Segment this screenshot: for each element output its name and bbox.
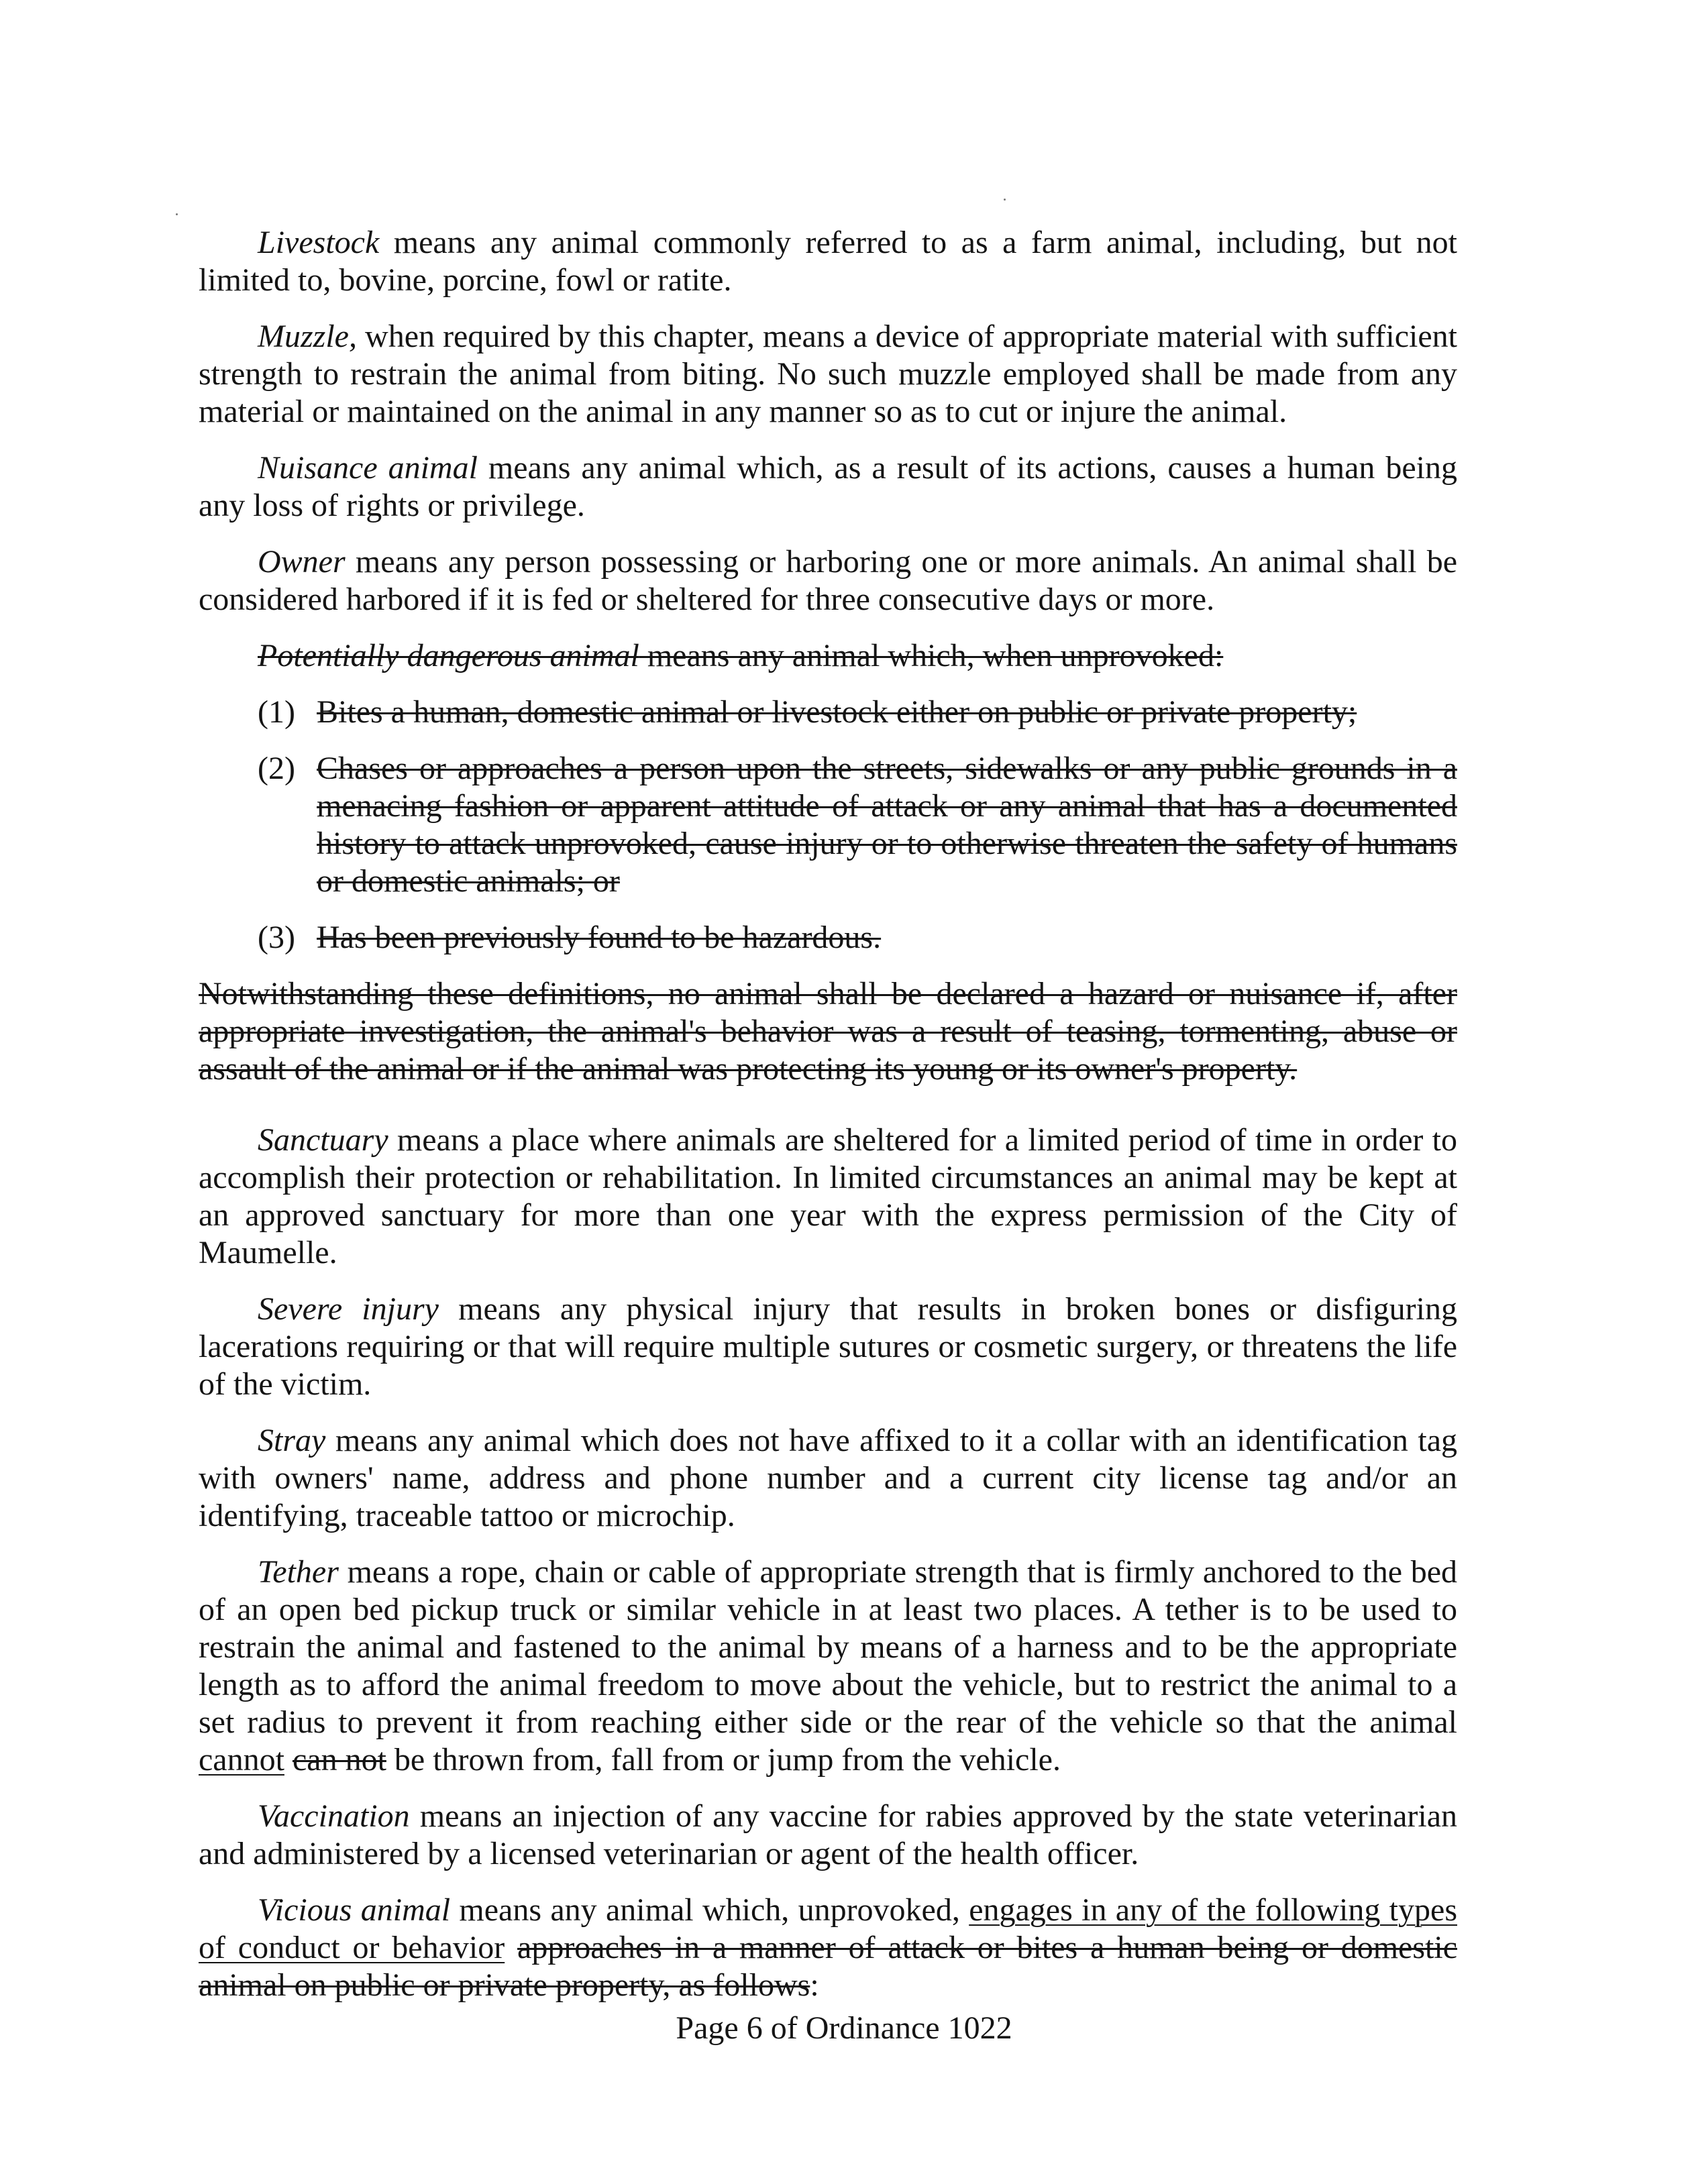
definition-term: Muzzle, [258, 319, 357, 354]
definition-term: Owner [258, 544, 346, 580]
definition-nuisance-animal [199, 449, 1457, 525]
list-number: (2) [258, 751, 295, 786]
definition-term: Livestock [258, 225, 380, 260]
list-number: (1) [258, 694, 295, 730]
list-text: Chases or approaches a person upon the streets, sidewalks or any public grounds in a menacing fashion or apparent attitude of attack or any animal that has a documented history to attack unprovoked, cause injury or to otherwise threaten the safety of humans or domestic animals; or [317, 751, 1457, 899]
definition-text: means a place where animals are sheltered for a limited period of time in order to accomplish their protection or rehabilitation. In limited circumstances an animal may be kept at an approved sanctuary for more than one year with the express permission of the City of Maumelle. [199, 1122, 1457, 1270]
definition-tether [199, 1553, 1457, 1779]
section-spacer [199, 1107, 1457, 1122]
deleted-text: approaches in a manner of attack or bites a human being or domestic animal on public or private property, as follows [199, 1930, 1458, 2003]
list-text: Has been previously found to be hazardous. [317, 920, 882, 955]
definition-term: Vicious animal [258, 1892, 451, 1928]
definition-term: Nuisance animal [258, 450, 478, 486]
definition-vaccination [199, 1798, 1457, 1873]
deleted-notwithstanding-clause: Notwithstanding these definitions, no animal shall be declared a hazard or nuisance if, after appropriate investigation, the animal's behavior was a result of teasing, tormenting, abuse or assault of the animal or if the animal was protecting its young or its owner's property. [199, 976, 1457, 1087]
inserted-text: engages in any of the following types of conduct or behavior [199, 1892, 1457, 1965]
definition-text: means any physical injury that results in broken bones or disfiguring lacerations requiring or that will require multiple sutures or cosmetic surgery, or threatens the life of the victim. [199, 1291, 1457, 1402]
scan-speck [1004, 199, 1006, 201]
definition-text-end: : [810, 1967, 819, 2003]
list-number: (3) [258, 920, 295, 955]
definition-term: Sanctuary [258, 1122, 388, 1158]
definition-stray [199, 1422, 1457, 1535]
deleted-list-item-2 [258, 750, 1457, 900]
definition-text: means any animal which, as a result of its actions, causes a human being any loss of rights or privilege. [199, 450, 1457, 523]
scan-speck [176, 213, 178, 215]
definition-text: means any animal commonly referred to as a farm animal, including, but not limited to, bovine, porcine, fowl or ratite. [199, 225, 1457, 298]
deleted-list-item-3 [258, 919, 1457, 957]
definition-text: means any animal which, unprovoked, [450, 1892, 969, 1928]
definition-term: Tether [258, 1554, 339, 1590]
definition-sanctuary [199, 1122, 1457, 1272]
deleted-list-item-1 [258, 694, 1457, 731]
definition-term: Severe injury [258, 1291, 439, 1327]
definition-term: Stray [258, 1423, 326, 1458]
definition-severe-injury [199, 1291, 1457, 1403]
definition-text-deleted: means any animal which, when unprovoked: [639, 638, 1224, 673]
definition-text: when required by this chapter, means a device of appropriate material with sufficient strength to restrain the animal from biting. No such muzzle employed shall be made from any material or maintained on the animal in any manner so as to cut or injure the animal. [199, 319, 1457, 429]
definition-vicious-animal [199, 1892, 1457, 2004]
definition-muzzle [199, 318, 1457, 431]
deleted-text: can not [292, 1742, 386, 1778]
definition-term-deleted: Potentially dangerous animal [258, 638, 639, 673]
document-body [199, 224, 1457, 2023]
definition-term: Vaccination [258, 1798, 410, 1834]
definition-potentially-dangerous-animal [199, 637, 1457, 675]
definition-livestock [199, 224, 1457, 299]
list-text: Bites a human, domestic animal or livestock either on public or private property; [317, 694, 1357, 730]
inserted-text: cannot [199, 1742, 284, 1778]
definition-text: means any person possessing or harboring one or more animals. An animal shall be considered harbored if it is fed or sheltered for three consecutive days or more. [199, 544, 1457, 617]
definition-owner [199, 543, 1457, 618]
definition-text: means an injection of any vaccine for rabies approved by the state veterinarian and administered by a licensed veterinarian or agent of the health officer. [199, 1798, 1457, 1871]
definition-text: means a rope, chain or cable of appropriate strength that is firmly anchored to the bed of an open bed pickup truck or similar vehicle in at least two places. A tether is to be used to restrain the animal and fastened to the animal by means of a harness and to be the appropriate length as to afford the animal freedom to move about the vehicle, but to restrict the animal to a set radius to prevent it from reaching either side or the rear of the vehicle so that the animal [199, 1554, 1457, 1740]
page-footer: Page 6 of Ordinance 1022 [676, 2010, 1012, 2046]
definition-text-end: be thrown from, fall from or jump from the vehicle. [386, 1742, 1061, 1778]
definition-text: means any animal which does not have affixed to it a collar with an identification tag with owners' name, address and phone number and a current city license tag and/or an identifying, traceable tattoo or microchip. [199, 1423, 1457, 1533]
